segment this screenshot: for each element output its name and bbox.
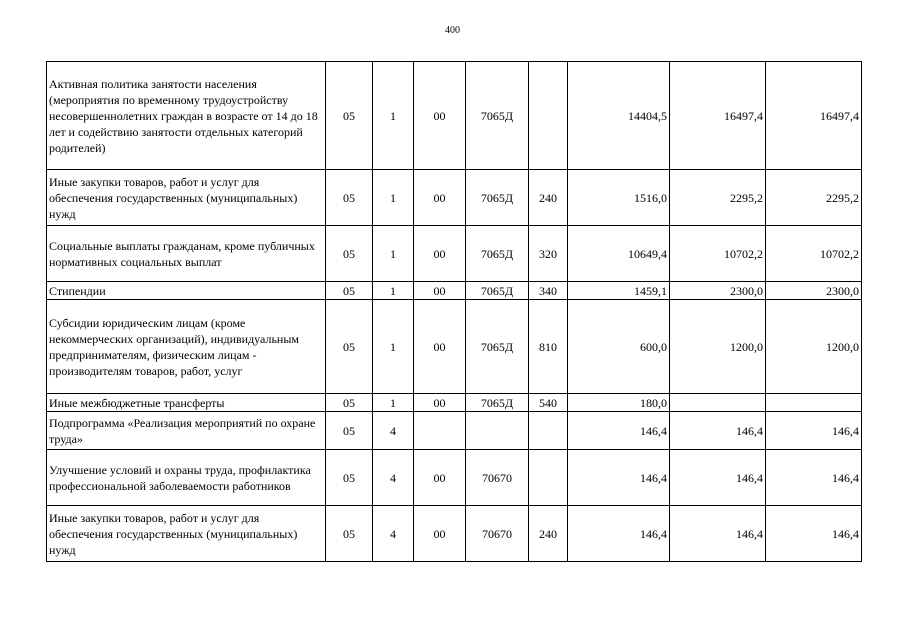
code-cell: 7065Д [466,170,529,226]
table-row [47,412,862,450]
section-cell: 05 [326,412,373,450]
code-cell: 7065Д [466,282,529,300]
group-cell: 00 [414,300,466,394]
section-cell: 05 [326,170,373,226]
section-cell: 05 [326,62,373,170]
sum2-cell: 2295,2 [670,170,766,226]
row-name: Иные межбюджетные трансферты [47,394,326,412]
group-cell: 00 [414,394,466,412]
subprogram-cell: 1 [373,226,414,282]
row-name: Социальные выплаты гражданам, кроме публичных нормативных социальных выплат [47,226,326,282]
code-cell: 7065Д [466,226,529,282]
row-name: Подпрограмма «Реализация мероприятий по охране труда» [47,412,326,450]
sum1-cell: 146,4 [568,412,670,450]
sum2-cell: 146,4 [670,506,766,562]
page-number: 400 [445,25,460,36]
code-cell: 7065Д [466,300,529,394]
vr-cell: 810 [529,300,568,394]
table-row [47,394,862,412]
sum1-cell: 10649,4 [568,226,670,282]
table-row [47,450,862,506]
row-name: Стипендии [47,282,326,300]
sum1-cell: 600,0 [568,300,670,394]
sum2-cell: 1200,0 [670,300,766,394]
group-cell: 00 [414,62,466,170]
sum1-cell: 1459,1 [568,282,670,300]
subprogram-cell: 1 [373,300,414,394]
table-row [47,506,862,562]
vr-cell: 240 [529,506,568,562]
sum3-cell: 2295,2 [766,170,862,226]
sum2-cell: 146,4 [670,450,766,506]
subprogram-cell: 1 [373,394,414,412]
vr-cell: 540 [529,394,568,412]
group-cell: 00 [414,282,466,300]
table-row [47,170,862,226]
sum3-cell: 146,4 [766,506,862,562]
section-cell: 05 [326,300,373,394]
row-name: Иные закупки товаров, работ и услуг для обеспечения государственных (муниципальных) нужд [47,506,326,562]
sum2-cell: 2300,0 [670,282,766,300]
vr-cell: 240 [529,170,568,226]
table-row [47,282,862,300]
row-name: Субсидии юридическим лицам (кроме некоммерческих организаций), индивидуальным предпринимателям, физическим лицам - производителям товаров, работ, услуг [47,300,326,394]
sum1-cell: 146,4 [568,450,670,506]
section-cell: 05 [326,506,373,562]
group-cell: 00 [414,226,466,282]
sum3-cell: 146,4 [766,412,862,450]
table-row [47,300,862,394]
sum1-cell: 146,4 [568,506,670,562]
subprogram-cell: 4 [373,506,414,562]
code-cell: 7065Д [466,62,529,170]
row-name: Иные закупки товаров, работ и услуг для обеспечения государственных (муниципальных) нужд [47,170,326,226]
subprogram-cell: 4 [373,412,414,450]
vr-cell: 320 [529,226,568,282]
vr-cell [529,62,568,170]
vr-cell: 340 [529,282,568,300]
row-name: Активная политика занятости населения (мероприятия по временному трудоустройству несовершеннолетних граждан в возрасте от 14 до 18 лет и содействию занятости отдельных категорий родителей) [47,62,326,170]
group-cell: 00 [414,506,466,562]
group-cell: 00 [414,170,466,226]
subprogram-cell: 1 [373,62,414,170]
subprogram-cell: 1 [373,170,414,226]
sum3-cell [766,394,862,412]
budget-table [46,61,862,562]
table-row [47,62,862,170]
sum2-cell: 146,4 [670,412,766,450]
sum1-cell: 1516,0 [568,170,670,226]
group-cell [414,412,466,450]
sum3-cell: 10702,2 [766,226,862,282]
sum2-cell: 10702,2 [670,226,766,282]
section-cell: 05 [326,394,373,412]
sum3-cell: 16497,4 [766,62,862,170]
sum2-cell: 16497,4 [670,62,766,170]
sum3-cell: 1200,0 [766,300,862,394]
sum3-cell: 146,4 [766,450,862,506]
sum1-cell: 180,0 [568,394,670,412]
vr-cell [529,450,568,506]
sum3-cell: 2300,0 [766,282,862,300]
section-cell: 05 [326,450,373,506]
code-cell [466,412,529,450]
code-cell: 70670 [466,506,529,562]
table-row [47,226,862,282]
vr-cell [529,412,568,450]
code-cell: 7065Д [466,394,529,412]
row-name: Улучшение условий и охраны труда, профилактика профессиональной заболеваемости работников [47,450,326,506]
section-cell: 05 [326,282,373,300]
subprogram-cell: 4 [373,450,414,506]
sum2-cell [670,394,766,412]
code-cell: 70670 [466,450,529,506]
group-cell: 00 [414,450,466,506]
sum1-cell: 14404,5 [568,62,670,170]
subprogram-cell: 1 [373,282,414,300]
section-cell: 05 [326,226,373,282]
